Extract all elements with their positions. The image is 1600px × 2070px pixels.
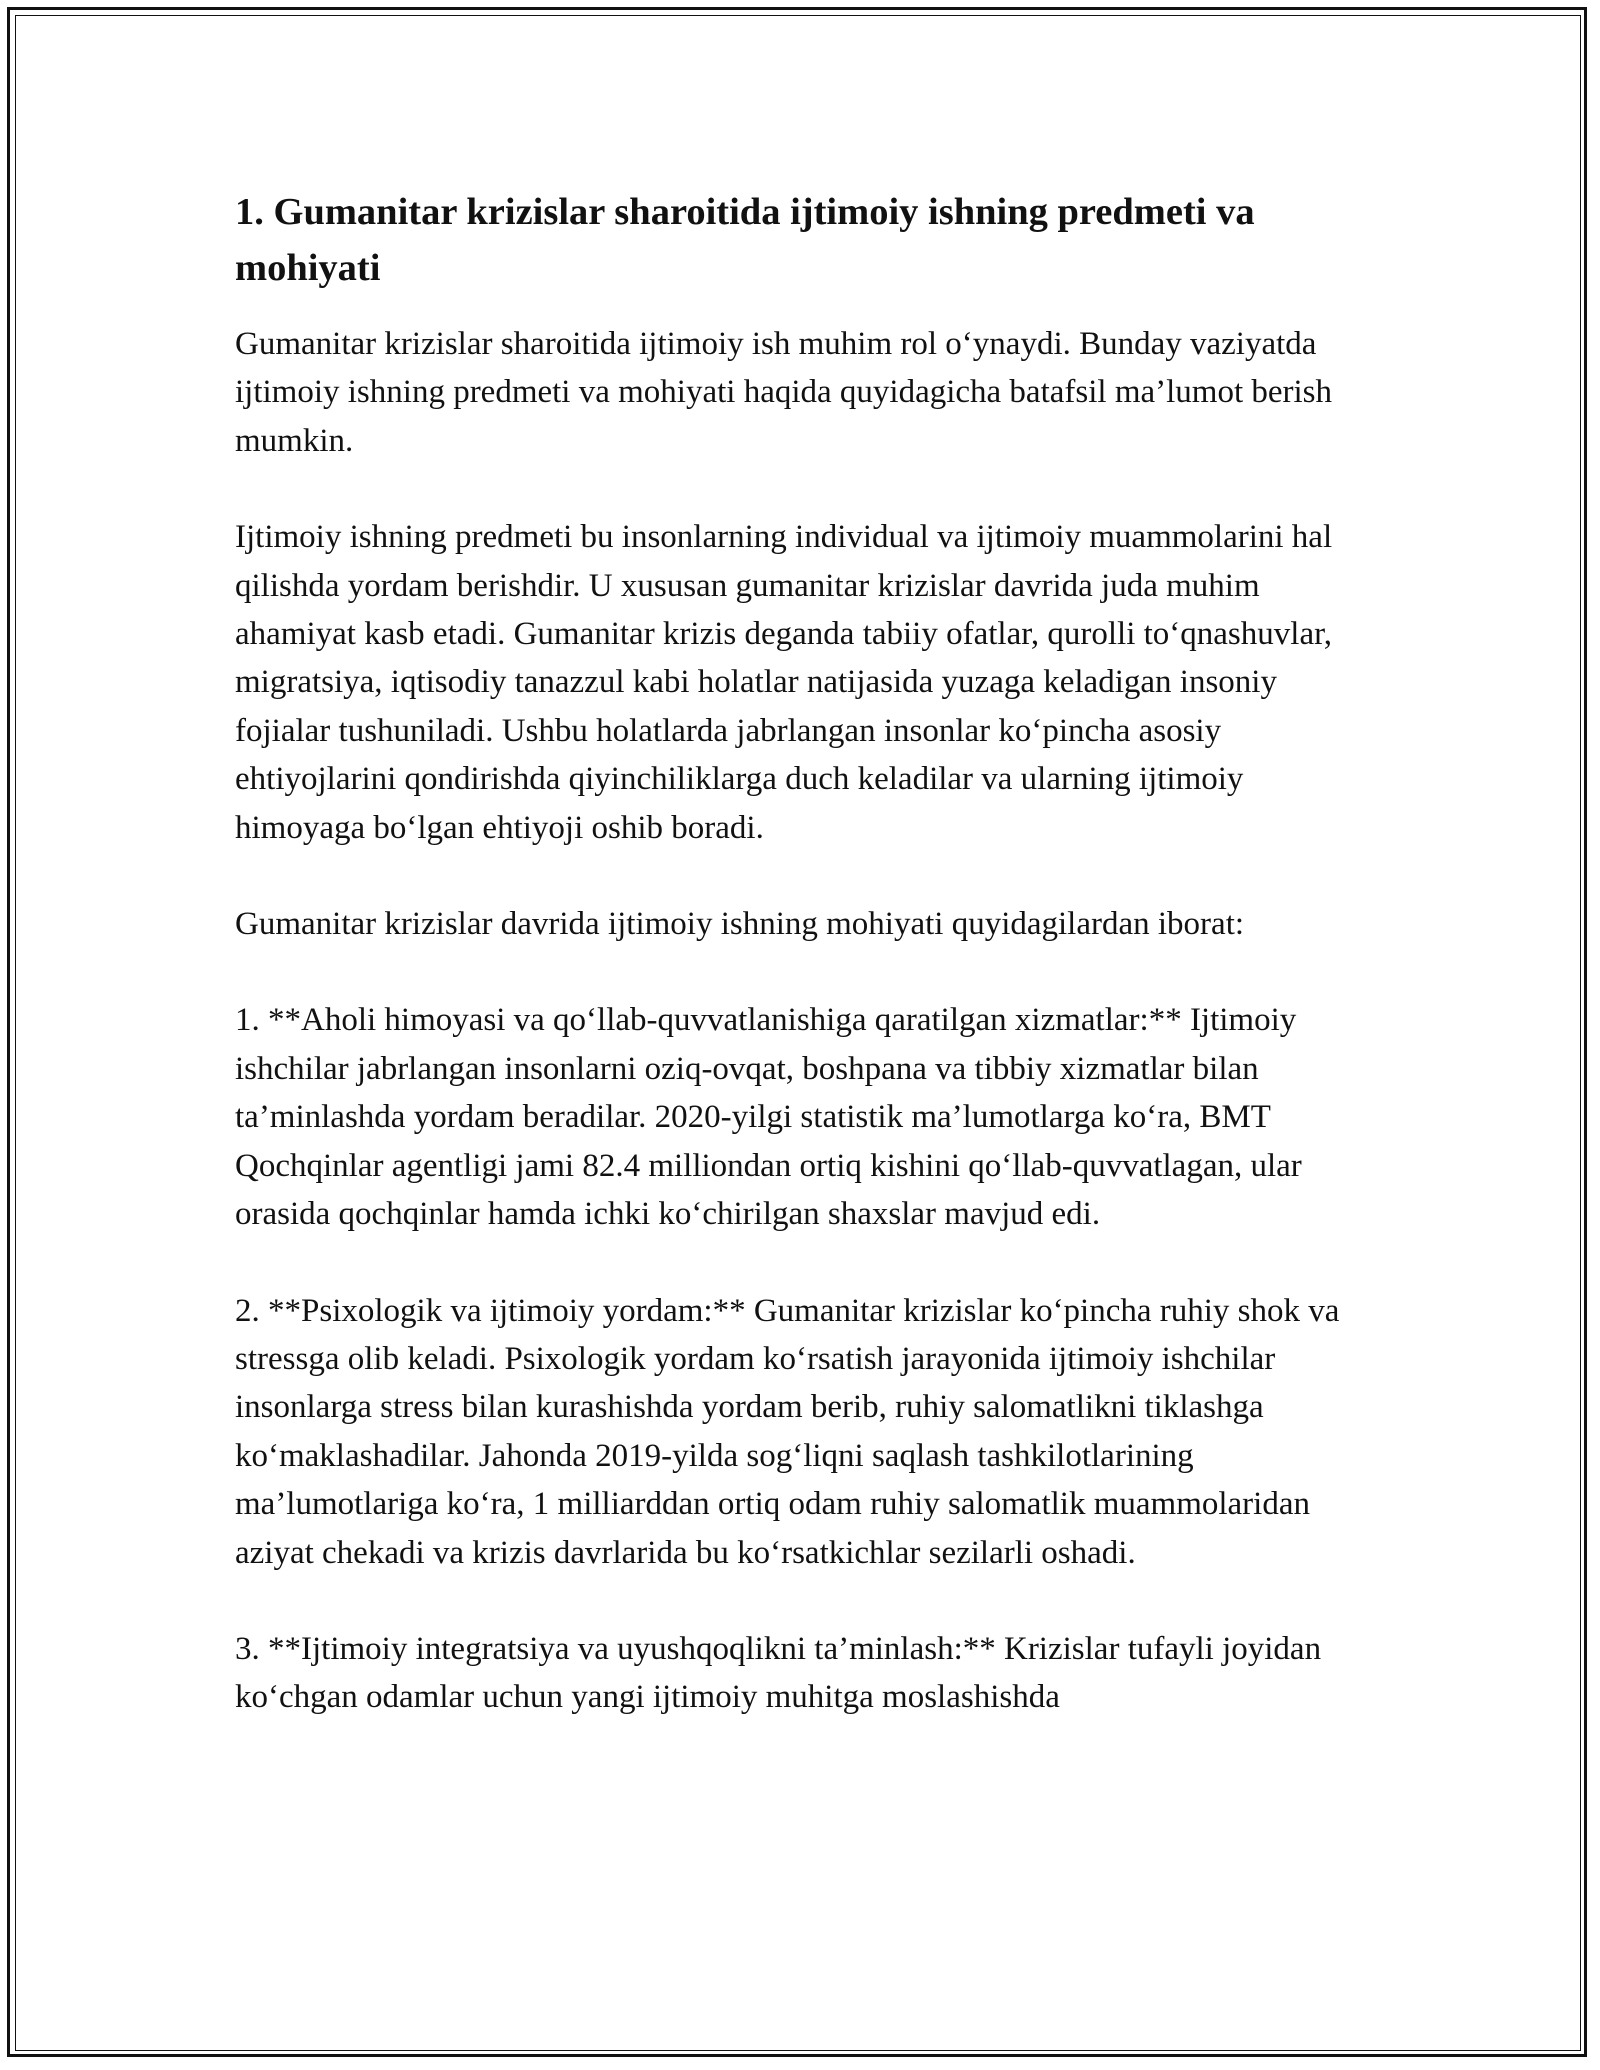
document-body: [235, 184, 1365, 1770]
essence-intro-paragraph: Gumanitar krizislar davrida ijtimoiy ishning mohiyati quyidagilardan iborat:: [235, 906, 1245, 943]
list-item-3-paragraph: 3. **Ijtimoiy integratsiya va uyushqoqlikni ta’minlash:** Krizislar tufayli joyidan ko‘chgan odamlar uchun yangi ijtimoiy muhitga moslashishda: [235, 1630, 1322, 1716]
subject-paragraph: Ijtimoiy ishning predmeti bu insonlarning individual va ijtimoiy muammolarini hal qilishda yordam berishdir. U xususan gumanitar krizislar davrida juda muhim ahamiyat kasb etadi. Gumanitar krizis deganda tabiiy ofatlar, qurolli to‘qnashuvlar, migratsiya, iqtisodiy tanazzul kabi holatlar natijasida yuzaga keladigan insoniy fojialar tushuniladi. Ushbu holatlarda jabrlangan insonlar ko‘pincha asosiy ehtiyojlarini qondirishda qiyinchiliklarga duch keladilar va ularning ijtimoiy himoyaga bo‘lgan ehtiyoji oshib boradi.: [235, 519, 1333, 846]
section-heading: 1. Gumanitar krizislar sharoitida ijtimoiy ishning predmeti va mohiyati: [235, 191, 1255, 289]
list-item-1-paragraph: 1. **Aholi himoyasi va qo‘llab-quvvatlanishiga qaratilgan xizmatlar:** Ijtimoiy ishchilar jabrlangan insonlarni oziq-ovqat, boshpana va tibbiy xizmatlar bilan ta’minlashda yordam beradilar. 2020-yilgi statistik ma’lumotlarga ko‘ra, BMT Qochqinlar agentligi jami 82.4 milliondan ortiq kishini qo‘llab-quvvatlagan, ular orasida qochqinlar hamda ichki ko‘chirilgan shaxslar mavjud edi.: [235, 1002, 1302, 1233]
list-item-2-paragraph: 2. **Psixologik va ijtimoiy yordam:** Gumanitar krizislar ko‘pincha ruhiy shok va stressga olib keladi. Psixologik yordam ko‘rsatish jarayonida ijtimoiy ishchilar insonlarga stress bilan kurashishda yordam berib, ruhiy salomatlikni tiklashga ko‘maklashadilar. Jahonda 2019-yilda sog‘liqni saqlash tashkilotlarining ma’lumotlariga ko‘ra, 1 milliarddan ortiq odam ruhiy salomatlik muammolaridan aziyat chekadi va krizis davrlarida bu ko‘rsatkichlar sezilarli oshadi.: [235, 1292, 1340, 1571]
intro-paragraph: Gumanitar krizislar sharoitida ijtimoiy ish muhim rol o‘ynaydi. Bunday vaziyatda ijtimoiy ishning predmeti va mohiyati haqida quyidagicha batafsil ma’lumot berish mumkin.: [235, 326, 1333, 459]
